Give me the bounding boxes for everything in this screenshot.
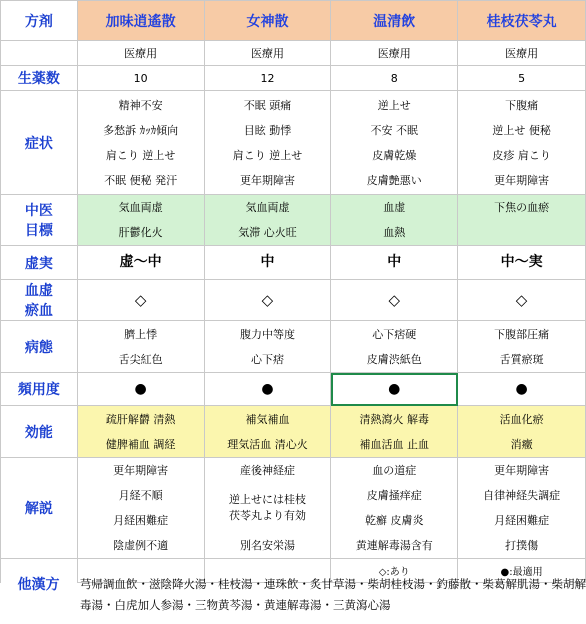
explanation-cell-2[interactable]: [204, 458, 331, 559]
symptom-line: 肩こり 逆上せ: [232, 148, 303, 162]
symptom-line: 更年期障害: [494, 173, 550, 187]
type-cell-4[interactable]: 医療用: [458, 41, 586, 66]
blood-label-line-1: 血虚: [24, 283, 53, 299]
pathology-line: 舌尖紅色: [118, 352, 163, 366]
symptom-line: 不眠 便秘 発汗: [104, 173, 178, 187]
legend-dot: ●:最適用: [458, 559, 586, 583]
formula-name-1[interactable]: 加味逍遙散: [77, 1, 204, 41]
deficiency-cell-3[interactable]: 中: [331, 246, 458, 280]
explanation-line: 陰虚例不適: [113, 539, 169, 552]
symptoms-cell-2[interactable]: [204, 91, 331, 195]
explanation-line: 打撲傷: [505, 539, 539, 552]
tcm-line: 下焦の血瘀: [494, 201, 550, 214]
row-label-blood: [1, 280, 78, 321]
symptom-line: 皮膚艶悪い: [366, 173, 422, 187]
symptom-line: 逆上せ 便秘: [492, 123, 551, 137]
tcm-line: 気滞 心火旺: [238, 226, 297, 239]
blood-cell-1[interactable]: ◇: [77, 280, 204, 321]
deficiency-cell-1[interactable]: 虚～中: [77, 246, 204, 280]
herb-count-4[interactable]: 5: [458, 66, 586, 91]
formula-name-2[interactable]: 女神散: [204, 1, 331, 41]
row-label-tcm-target: [1, 195, 78, 246]
pathology-line: 心下痞硬: [372, 327, 417, 341]
efficacy-line: 清熱瀉火 解毒: [359, 412, 429, 426]
explanation-line: 逆上せには桂枝: [228, 493, 306, 506]
explanation-line: 月経不順: [118, 489, 163, 502]
explanation-line: 血の道症: [372, 464, 417, 477]
efficacy-cell-1[interactable]: [77, 406, 204, 458]
explanation-line: 月経困難症: [113, 514, 169, 527]
frequency-cell-3-selected[interactable]: ●: [331, 373, 458, 406]
symptom-line: 不眠 頭痛: [243, 98, 292, 112]
deficiency-cell-2[interactable]: 中: [204, 246, 331, 280]
pathology-line: 臍上悸: [124, 327, 158, 341]
explanation-line: 更年期障害: [494, 464, 550, 477]
efficacy-line: 健脾補血 調経: [105, 437, 176, 451]
efficacy-cell-4[interactable]: [458, 406, 586, 458]
frequency-cell-4[interactable]: ●: [458, 373, 586, 406]
formula-name-4[interactable]: 桂枝茯苓丸: [458, 1, 586, 41]
pathology-cell-3[interactable]: [331, 321, 458, 373]
efficacy-line: 活血化瘀: [499, 412, 544, 426]
tcm-line: 血虚: [383, 201, 406, 214]
tcm-label-line-2: 目標: [24, 223, 53, 239]
pathology-line: 下腹部圧痛: [494, 327, 550, 341]
symptom-line: 多愁訴 ｶｯｶ傾向: [103, 123, 179, 137]
tcm-cell-3[interactable]: [331, 195, 458, 246]
pathology-cell-1[interactable]: [77, 321, 204, 373]
type-cell-3[interactable]: 医療用: [331, 41, 458, 66]
explanation-line: 黄連解毒湯含有: [355, 539, 433, 552]
symptom-line: 皮疹 肩こり: [492, 148, 551, 162]
row-label-formula: 方剤: [1, 1, 78, 41]
explanation-line: 別名安栄湯: [239, 539, 295, 552]
efficacy-line: 補血活血 止血: [359, 437, 429, 451]
herb-count-1[interactable]: 10: [77, 66, 204, 91]
explanation-line: 皮膚掻痒症: [366, 489, 422, 502]
explanation-line: 乾癬 皮膚炎: [365, 514, 424, 527]
efficacy-line: 消癥: [510, 437, 533, 451]
row-label-frequency: 頻用度: [1, 373, 78, 406]
row-label-pathology: 病態: [1, 321, 78, 373]
deficiency-cell-4[interactable]: 中～実: [458, 246, 586, 280]
row-label-others: 他漢方: [17, 577, 60, 593]
efficacy-line: 疏肝解欝 清熱: [105, 412, 176, 426]
explanation-cell-1[interactable]: [77, 458, 204, 559]
symptoms-cell-1[interactable]: [77, 91, 204, 195]
tcm-cell-2[interactable]: [204, 195, 331, 246]
explanation-line-pair: [205, 483, 331, 533]
pathology-cell-2[interactable]: [204, 321, 331, 373]
explanation-line: 産後神経症: [239, 464, 295, 477]
symptom-line: 逆上せ: [377, 98, 411, 112]
tcm-line: [458, 220, 585, 245]
tcm-cell-1[interactable]: [77, 195, 204, 246]
explanation-line: 自律神経失調症: [483, 489, 561, 502]
tcm-line: 気血両虚: [245, 201, 290, 214]
symptom-line: 目眩 動悸: [243, 123, 292, 137]
symptom-line: 皮膚乾燥: [372, 148, 417, 162]
frequency-cell-2[interactable]: ●: [204, 373, 331, 406]
tcm-line: 気血両虚: [118, 201, 163, 214]
symptoms-cell-3[interactable]: [331, 91, 458, 195]
row-label-herb-count: 生薬数: [1, 66, 78, 91]
tcm-line: 肝鬱化火: [118, 226, 163, 239]
blood-cell-3[interactable]: ◇: [331, 280, 458, 321]
symptom-line: 肩こり 逆上せ: [105, 148, 176, 162]
pathology-line: 皮膚渋紙色: [366, 352, 422, 366]
efficacy-cell-3[interactable]: [331, 406, 458, 458]
other-kampo-list[interactable]: 芎帰調血飲・滋陰降火湯・桂枝湯・連珠飲・炙甘草湯・柴胡桂枝湯・釣藤散・柴葛解肌湯・柴胡解毒湯・白虎加人参湯・三物黄芩湯・黄連解毒湯・三黄瀉心湯: [80, 577, 586, 612]
explanation-cell-4[interactable]: [458, 458, 586, 559]
symptom-line: 精神不安: [118, 98, 163, 112]
row-label-explanation: 解説: [1, 458, 78, 559]
pathology-cell-4[interactable]: [458, 321, 586, 373]
efficacy-cell-2[interactable]: [204, 406, 331, 458]
pathology-line: 舌質瘀斑: [499, 352, 544, 366]
pathology-line: 腹力中等度: [239, 327, 295, 341]
pathology-line: 心下痞: [250, 352, 284, 366]
explanation-line: 月経困難症: [494, 514, 550, 527]
frequency-cell-1[interactable]: ●: [77, 373, 204, 406]
explanation-line: 更年期障害: [113, 464, 169, 477]
type-cell-2[interactable]: 医療用: [204, 41, 331, 66]
type-cell-1[interactable]: 医療用: [77, 41, 204, 66]
blank-label-cell: [1, 41, 78, 66]
tcm-line: 血熱: [383, 226, 406, 239]
row-label-symptoms: 症状: [1, 91, 78, 195]
symptom-line: 更年期障害: [239, 173, 295, 187]
row-label-efficacy: 効能: [1, 406, 78, 458]
explanation-cell-3[interactable]: [331, 458, 458, 559]
tcm-cell-4[interactable]: [458, 195, 586, 246]
blood-label-line-2: 瘀血: [24, 303, 53, 319]
blood-cell-2[interactable]: ◇: [204, 280, 331, 321]
blood-cell-4[interactable]: ◇: [458, 280, 586, 321]
row-label-deficiency: 虚実: [1, 246, 78, 280]
symptom-line: 不安 不眠: [370, 123, 418, 137]
tcm-label-line-1: 中医: [24, 203, 53, 219]
symptoms-cell-4[interactable]: [458, 91, 586, 195]
efficacy-line: 補気補血: [245, 412, 290, 426]
efficacy-line: 理気活血 清心火: [227, 437, 308, 451]
legend-diamond: ◇:あり: [331, 559, 458, 583]
formula-name-3[interactable]: 温清飲: [331, 1, 458, 41]
symptom-line: 下腹痛: [505, 98, 539, 112]
herb-count-3[interactable]: 8: [331, 66, 458, 91]
explanation-line: 茯苓丸より有効: [228, 509, 306, 522]
herb-count-2[interactable]: 12: [204, 66, 331, 91]
